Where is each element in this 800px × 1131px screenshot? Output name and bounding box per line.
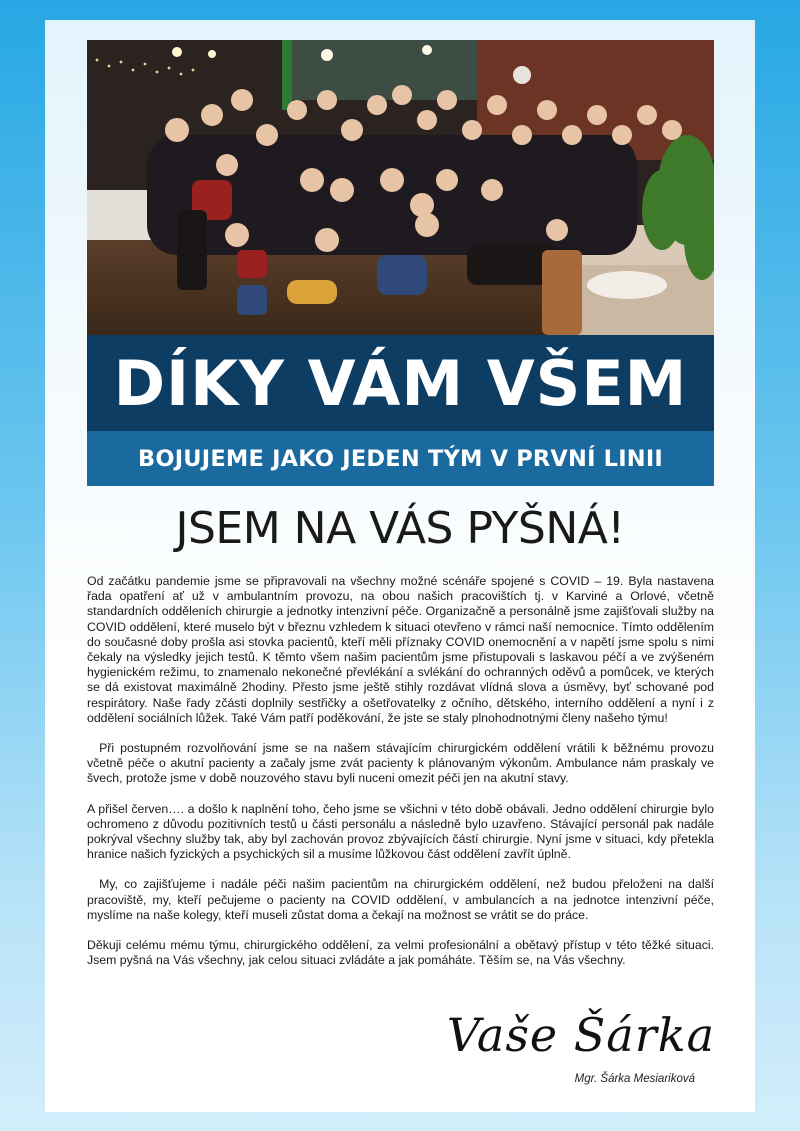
- subtitle-banner: [87, 431, 714, 486]
- paragraph-5: Děkuji celému mému týmu, chirurgického oddělení, za velmi profesionální a obětavý přístup v této těžké situaci. Jsem pyšná na Vás všechny, jak celou situaci zvládáte a jak pomáháte. Těším se, na Vás všechny.: [87, 938, 714, 968]
- signature-name: Mgr. Šárka Mesiariková: [574, 1073, 695, 1085]
- title-banner: [87, 335, 714, 431]
- team-group-photo: [87, 40, 714, 335]
- headline: JSEM NA VÁS PYŠNÁ!: [175, 503, 625, 554]
- banner-subtitle: BOJUJEME JAKO JEDEN TÝM V PRVNÍ LINII: [138, 445, 663, 472]
- banner-title: DÍKY VÁM VŠEM: [113, 346, 688, 420]
- paragraph-2: Při postupném rozvolňování jsme se na našem stávajícím chirurgickém oddělení vrátili k běžnému provozu včetně péče o akutní pacienty a začaly jsme zvát pacienty k plánovaným výkonům. Ambulance nám praskaly ve švech, protože jsme v době nouzového stavu byli nuceni omezit péči jen na akutní stavy.: [87, 741, 718, 786]
- letter-body: [87, 574, 718, 983]
- team-photo-illustration: [87, 40, 714, 335]
- poster-page: [45, 20, 755, 1112]
- paragraph-4: My, co zajišťujeme i nadále péči našim pacientům na chirurgickém oddělení, než budou přeloženi na další pracoviště, my, kteří pečujeme o pacienty na COVID oddělení, v ambulancích a na jednotce intenzivní péče, myslíme na naše kolegy, kteří museli zůstat doma a čekají na možnost se vrátit se do práce.: [87, 877, 718, 922]
- signature: Vaše Šárka: [446, 1008, 715, 1062]
- paragraph-1: Od začátku pandemie jsme se připravovali na všechny možné scénáře spojené s COVID – 19. Byla nastavena řada opatření ať už v ambulantním provozu, na obou našich pracovištích tj. v Karviné a Orlové, včetně standardních odděleních chirurgie a jednotky intenzivní péče. Organizačně a personálně jsme zajišťovali služby na COVID oddělení, které muselo být v březnu vzhledem k situaci otevřeno v rámci naší nemocnice. Tímto oddělením do současné doby prošla asi stovka pacientů, kteří měli příznaky COVID onemocnění a v napětí jsme spolu s nimi čekaly na výsledky jejich testů. K těmto všem našim pacientům jsme přistupovali s laskavou péčí a ve zvýšeném hygienickém režimu, to znamenalo nekonečné převlékání a svlékání do ochranných oděvů a pomůcek, ve kterých se dá existovat maximálně 2hodiny. Přesto jsme ještě stihly rozdávat vlídná slova a úsměvy, byť schované pod respirátory. Naše řady zčásti doplnily sestřičky a ošetřovatelky z očního, dětského, interního oddělení a nyní i z oddělení sociálních lůžek. Také Vám patří poděkování, že jste se staly plnohodnotnými členy našeho týmu!: [87, 574, 714, 725]
- paragraph-3: A přišel červen…. a došlo k naplnění toho, čeho jsme se všichni v této době obávali. Jedno oddělení chirurgie bylo ochromeno z důvodu pozitivních testů u části personálu a následně bylo uzavřeno. Stávající personál pak nadále pokrýval všechny služby tak, aby byl zachován provoz zbývajících částí chirurgie. Nyní jsme v situaci, kdy přetekla hranice našich fyzických a psychických sil a musíme lůžkovou část oddělení zavřít úplně.: [87, 801, 714, 862]
